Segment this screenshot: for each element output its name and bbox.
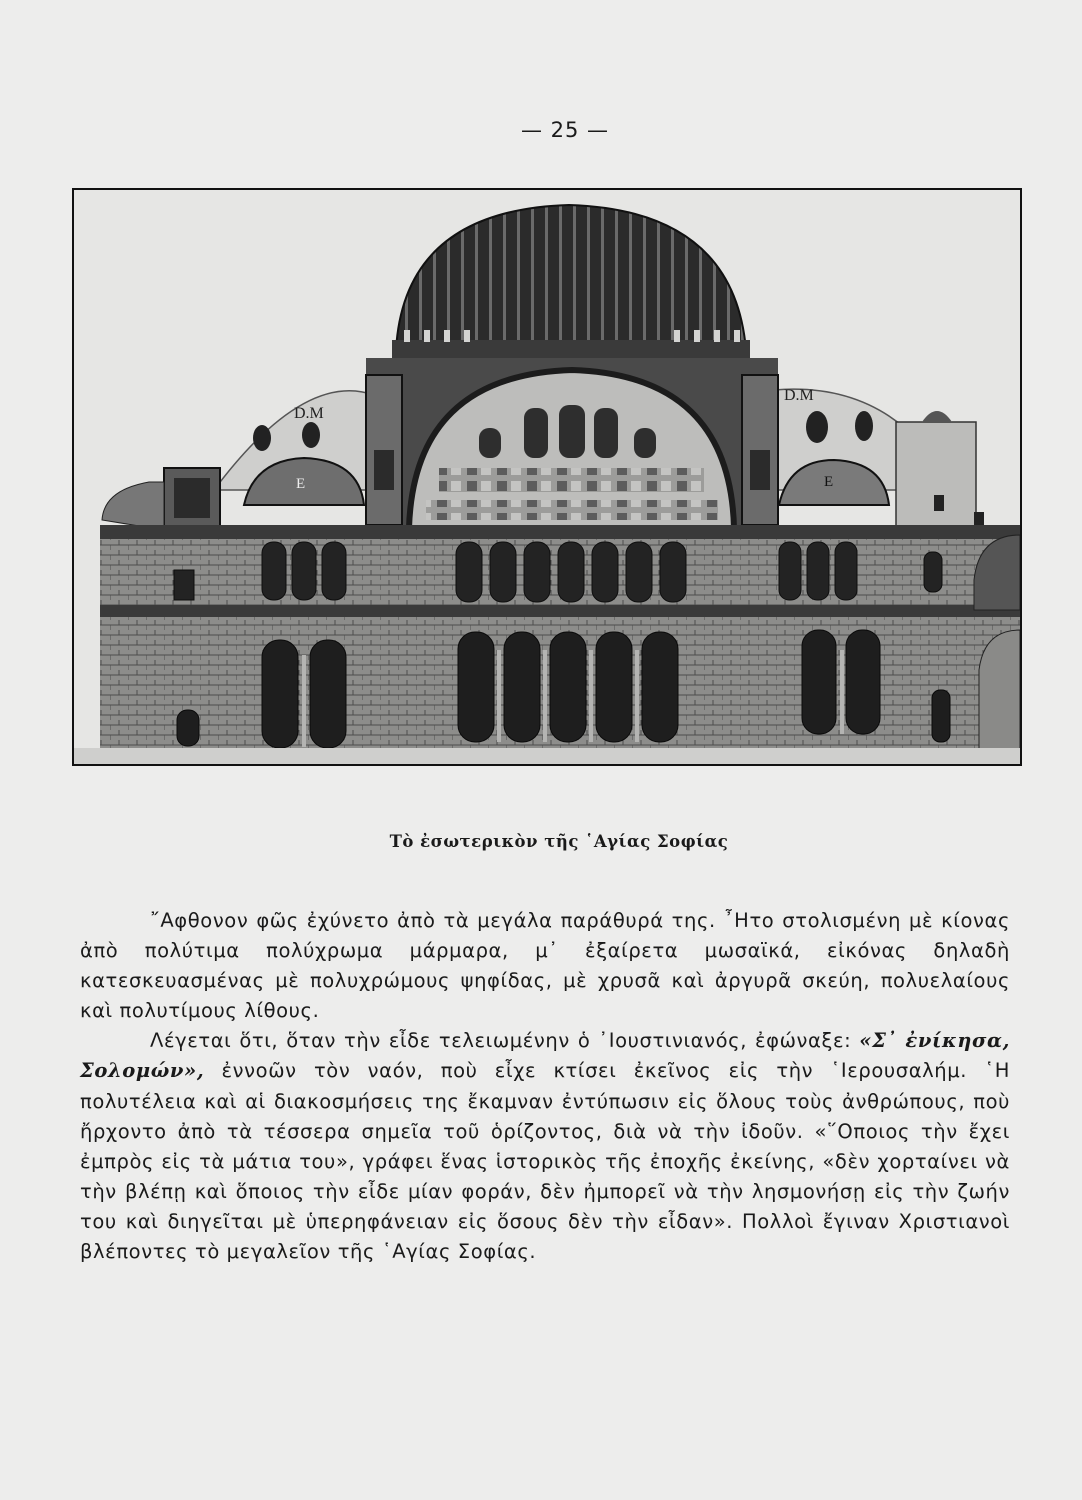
figure-caption: Τὸ ἐσωτερικὸν τῆς ῾Αγίας Σοφίας: [389, 832, 729, 851]
paragraph-2: [80, 1026, 1010, 1267]
cross-section-drawing: [74, 190, 1020, 764]
paragraph-1: ῎Αφθονον φῶς ἐχύνετο ἀπὸ τὰ μεγάλα παράθυρά της. ῏Ητο στολισμένη μὲ κίονας ἀπὸ πολύτιμα πολύχρωμα μάρμαρα, μ᾽ ἐξαίρετα μωσαϊκά, εἰκόνας δηλαδὴ κατεσκευασμένας μὲ πολυχρώμους ψηφίδας, μὲ χρυσᾶ καὶ ἀργυρᾶ σκεύη, πολυελαίους καὶ πολυτίμους λίθους.: [80, 909, 1010, 1023]
paragraph-2-rest: ἐννοῶν τὸν ναόν, ποὺ εἶχε κτίσει ἐκεῖνος εἰς τὴν ῾Ιερουσαλήμ. ῾Η πολυτέλεια καὶ αἱ διακοσμήσεις της ἔκαμναν ἐντύπωσιν εἰς ὅλους τοὺς ἀνθρώπους, ποὺ ἤρχοντο ἀπὸ τὰ τέσσερα σημεῖα τοῦ ὁρίζοντος, διὰ νὰ τὴν ἰδοῦν. «῞Οποιος τὴν ἔχει ἐμπρὸς εἰς τὰ μάτια του», γράφει ἕνας ἱστορικὸς τῆς ἐποχῆς ἐκείνης, «δὲν χορταίνει νὰ τὴν βλέπῃ καὶ ὅποιος τὴν εἶδε μίαν φοράν, δὲν ἠμπορεῖ νὰ τὴν λησμονήσῃ εἰς τὴν ζωήν του καὶ διηγεῖται μὲ ὑπερηφάνειαν εἰς ὅσους δὲν τὴν εἶδαν». Πολλοὶ ἔγιναν Χριστιανοὶ βλέποντες τὸ μεγαλεῖον τῆς ῾Αγίας Σοφίας.: [80, 1059, 1010, 1264]
body-text: [80, 906, 1010, 1267]
hagia-sophia-illustration: [72, 188, 1022, 766]
label-e-left: E: [296, 476, 306, 492]
solomon-quote: «Σ᾽ ἐνίκησα, Σολομών»,: [80, 1029, 1011, 1083]
label-dm-right: D.M: [784, 387, 814, 404]
label-e-right: E: [824, 474, 834, 490]
paragraph-2-start: Λέγεται ὅτι, ὅταν τὴν εἶδε τελειωμένην ὁ ᾿Ιουστινιανός, ἐφώναξε:: [150, 1029, 852, 1053]
page-number: — 25 —: [520, 118, 610, 142]
label-dm-left: D.M: [294, 405, 324, 422]
